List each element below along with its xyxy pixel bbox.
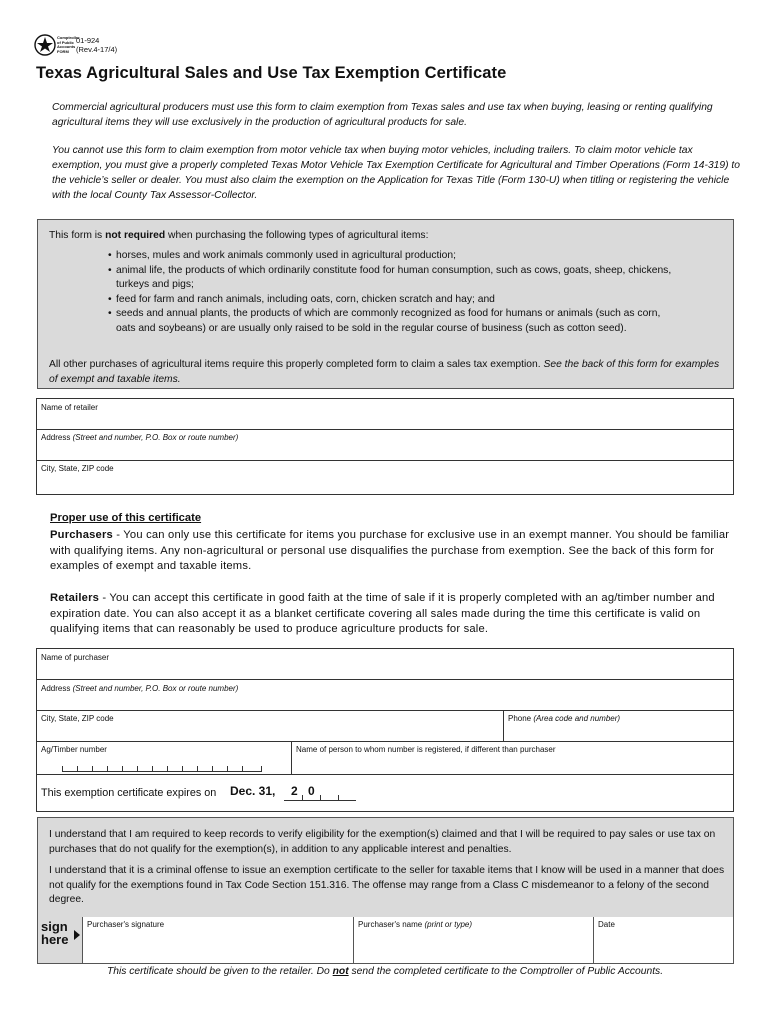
retailer-name-field[interactable] [37,399,733,430]
purchaser-name-field[interactable] [37,649,733,680]
expires-label: This exemption certificate expires on [41,787,217,799]
acknowledgement-box [37,817,734,964]
retailer-city-field[interactable] [37,461,733,494]
purchaser-city-phone-row [37,711,733,742]
purchaser-print-name-label: Purchaser's name (print or type) [358,920,473,929]
here-word: here [41,932,69,947]
intro-paragraph-1: Commercial agricultural producers must use this form to claim exemption from Texas sales and use tax when buying, leasing or renting qualifying agricultural items they will use exclusively in the production of agricultural products for sale. [52,102,713,128]
retailer-section [36,398,734,495]
year-digit: 2 [291,784,298,798]
sign-word: sign [41,919,68,934]
retailer-address-label: Address (Street and number, P.O. Box or route number) [41,433,239,442]
bullet-item: • animal life, the products of which ordinarily constitute food for human consumption, such as cows, goats, sheep, chickens, turkeys and pigs; [108,264,672,290]
not-required-lead: This form is not required when purchasing the following types of agricultural items: [49,230,429,241]
registered-name-field[interactable] [292,742,733,774]
retailers-paragraph: Retailers - You can accept this certificate in good faith at the time of sale if it is properly completed with an ag/timber number and expiration date. You can also accept it as a blanket certificate covering all sales made during the time this certificate is valid on qualifying items that can reasonably be used to produce agriculture products for sale. [50,592,715,636]
agency-line: of Public [57,39,74,45]
expiration-year-field[interactable] [284,785,356,801]
bullet-item: • seeds and annual plants, the products of which are commonly recognized as food for humans or animals (such as corn, oats and soybeans) or are usually only raised to be sold in the regular course of business (such as cotton seed). [108,308,661,334]
intro-paragraph-2: You cannot use this form to claim exemption from motor vehicle tax when buying motor vehicles, including trailers. To claim motor vehicle tax exemption, you must give a properly completed Texas Motor Vehicle Tax Exemption Certificate for Agricultural and Timber Operations (Form 14-319) to the vehicle’s seller or dealer. You must also claim the exemption on the Application for Texas Title (Form 130-U) when titling or registering the vehicle with the local County Tax Assessor-Collector. [52,145,741,201]
retailer-address-field[interactable] [37,430,733,461]
agency-line: FORM [57,48,69,54]
page-title: Texas Agricultural Sales and Use Tax Exemption Certificate [36,64,507,82]
purchaser-city-label: City, State, ZIP code [41,714,114,723]
signature-label: Purchaser's signature [87,920,165,929]
agtimber-digit-ticks [62,763,262,772]
agtimber-label: Ag/Timber number [41,745,107,754]
form-revision: (Rev.4-17/4) [76,45,118,54]
arrow-right-icon [74,930,80,940]
proper-use-heading: Proper use of this certificate [50,512,202,524]
purchaser-address-field[interactable] [37,680,733,711]
registered-name-label: Name of person to whom number is registered, if different than purchaser [296,745,556,754]
purchaser-print-name-field[interactable] [353,917,593,963]
footer-note: This certificate should be given to the retailer. Do not send the completed certificate to the Comptroller of Public Accounts. [106,966,664,977]
agency-line: Accounts [57,44,76,50]
retailer-name-label: Name of retailer [41,403,98,412]
purchaser-name-label: Name of purchaser [41,653,110,662]
date-label: Date [598,920,615,929]
all-other-text: All other purchases of agricultural items require this properly completed form to claim a sales tax exemption. See the back of this form for examples of exempt and taxable items. [49,359,720,385]
year-digit: 0 [308,784,315,798]
not-required-box [37,219,734,389]
agency-line: Comptroller [57,35,80,40]
purchaser-city-field[interactable] [37,711,504,741]
form-number [76,36,117,54]
sign-here-marker [41,920,68,946]
purchasers-paragraph: Purchasers - You can only use this certificate for items you purchase for exclusive use in an exempt manner. You should be familiar with qualifying items. Any non-agricultural or personal use disqualifies the purchase from exemption. See the back of this form for examples of exempt and taxable items. [50,529,730,573]
purchaser-address-label: Address (Street and number, P.O. Box or route number) [41,684,239,693]
retailer-city-label: City, State, ZIP code [41,464,114,473]
phone-label: Phone (Area code and number) [508,714,621,723]
expiration-date [230,784,275,798]
expiration-line [41,787,216,799]
expires-value: Dec. 31, [230,784,276,798]
signature-field[interactable] [82,917,353,963]
purchaser-section [36,648,734,812]
acknowledgement-paragraph-1: I understand that I am required to keep records to verify eligibility for the exemption(s) claimed and that I will be required to pay sales or use tax on purchases that do not qualify for the exemption(s), in addition to any applicable interest and penalties. [49,829,716,855]
phone-field[interactable] [504,711,733,741]
bullet-item: • horses, mules and work animals commonly used in agricultural production; [108,250,456,261]
form-number-text: 01-924 [76,36,100,45]
acknowledgement-paragraph-2: I understand that it is a criminal offense to issue an exemption certificate to the seller for taxable items that I know will be used in a manner that does not qualify for the exemptions found in Tax Code Section 151.316. The offense may range from a Class C misdemeanor to a felony of the second degree. [49,865,725,905]
date-field[interactable] [593,917,733,963]
bullet-item: • feed for farm and ranch animals, including oats, corn, chicken scratch and hay; and [108,293,495,305]
